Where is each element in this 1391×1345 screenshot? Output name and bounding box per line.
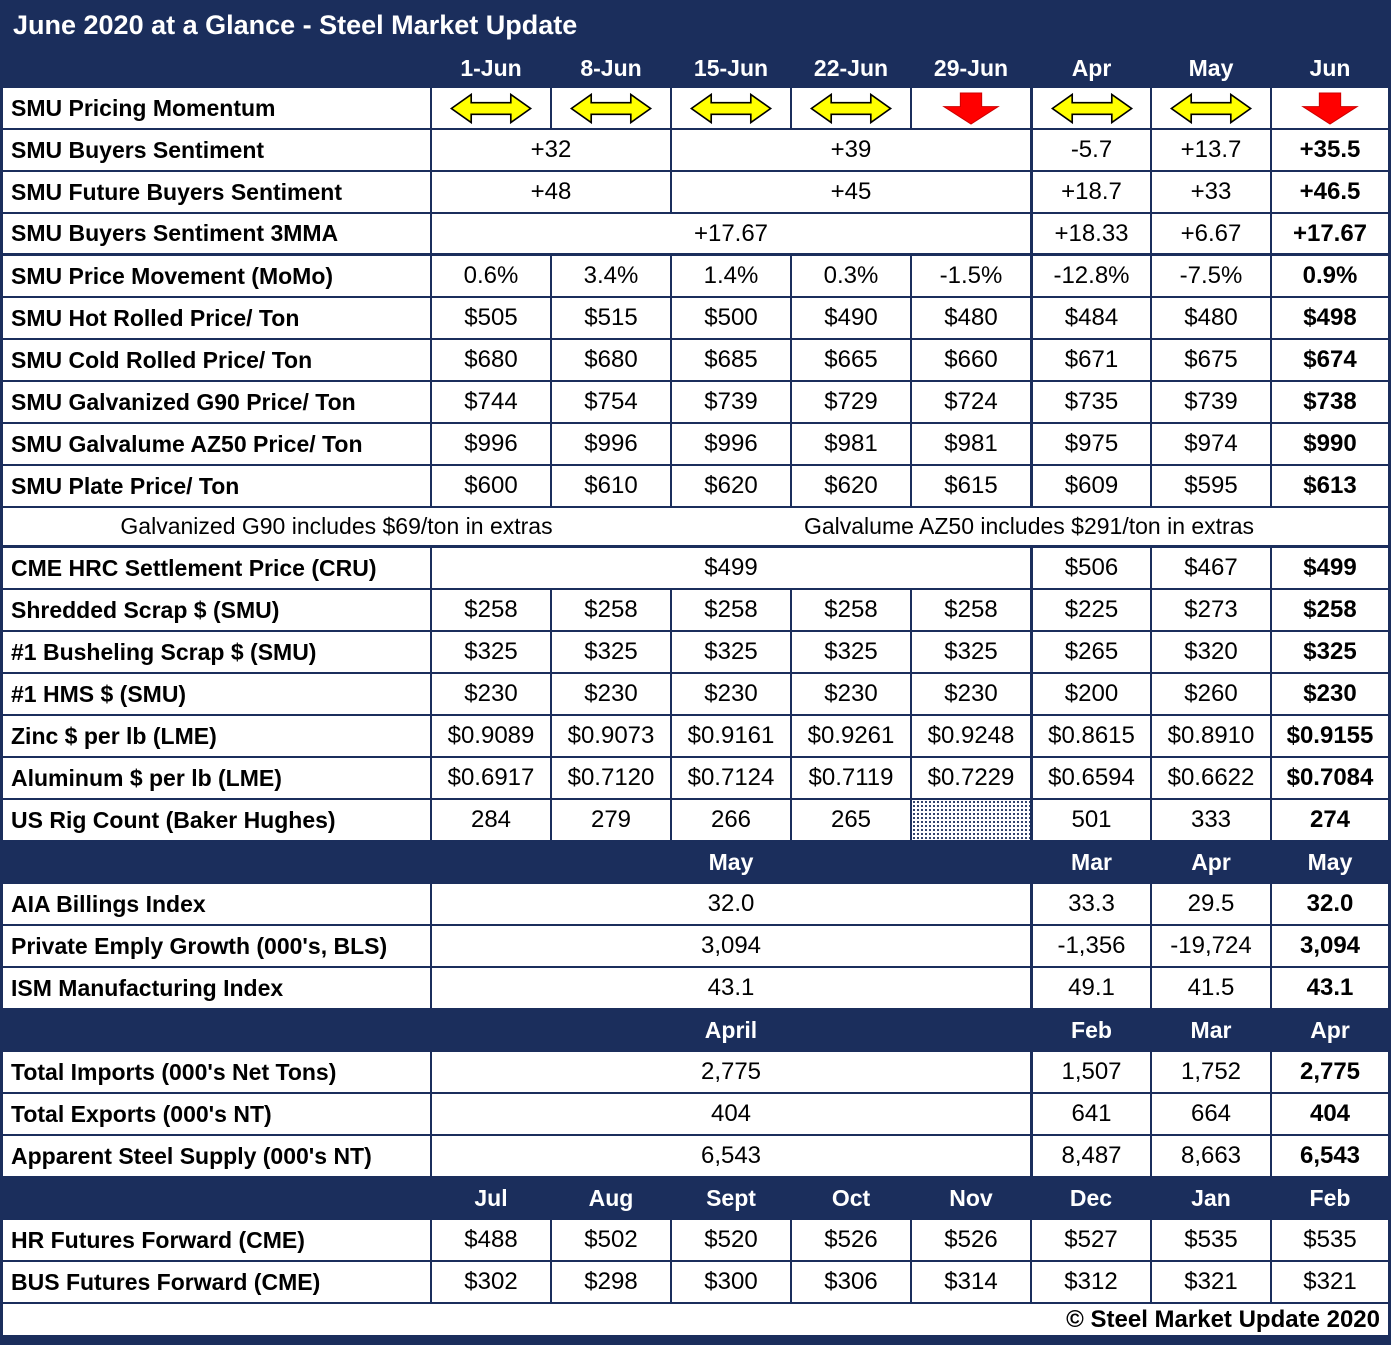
table-cell: +45 xyxy=(670,172,1030,212)
table-cell: $312 xyxy=(1030,1262,1150,1302)
row-label: Zinc $ per lb (LME) xyxy=(11,722,217,749)
section-header-row xyxy=(3,1178,1388,1220)
table-cell: $506 xyxy=(1030,548,1150,588)
column-header: May xyxy=(1188,54,1234,81)
table-cell: $610 xyxy=(550,466,670,506)
table-cell: +17.67 xyxy=(1270,214,1388,253)
momentum-cell xyxy=(790,88,910,128)
table-cell: $0.8910 xyxy=(1150,716,1270,756)
column-header: Feb xyxy=(1270,1178,1388,1218)
column-header: May xyxy=(430,842,1030,882)
left-right-arrow-icon xyxy=(689,92,773,125)
column-header: Jan xyxy=(1150,1178,1270,1218)
row-label: HR Futures Forward (CME) xyxy=(11,1226,305,1253)
section-header-row xyxy=(3,48,1388,88)
column-header: 8-Jun xyxy=(580,54,642,81)
table-row xyxy=(3,674,1388,716)
table-row xyxy=(3,548,1388,590)
row-label xyxy=(3,48,430,88)
table-cell: 0.6% xyxy=(430,256,550,296)
table-cell: 6,543 xyxy=(1270,1136,1388,1176)
table-cell: 32.0 xyxy=(1270,884,1388,924)
table-cell: $314 xyxy=(910,1262,1030,1302)
table-cell: 33.3 xyxy=(1030,884,1150,924)
table-cell: $595 xyxy=(1150,466,1270,506)
momentum-cell xyxy=(1150,88,1270,128)
table-cell: 3,094 xyxy=(1270,926,1388,966)
row-label: SMU Galvanized G90 Price/ Ton xyxy=(11,388,356,415)
table-cell: $515 xyxy=(550,298,670,338)
row-label: Apparent Steel Supply (000's NT) xyxy=(11,1142,372,1169)
table-cell: $615 xyxy=(910,466,1030,506)
left-right-arrow-icon xyxy=(569,92,653,125)
copyright-text: © Steel Market Update 2020 xyxy=(3,1304,1388,1335)
table-body xyxy=(3,48,1388,1304)
momentum-cell xyxy=(430,88,550,128)
table-cell: 6,543 xyxy=(430,1136,1030,1176)
table-cell: $729 xyxy=(790,382,910,422)
table-row xyxy=(3,632,1388,674)
table-row xyxy=(3,1094,1388,1136)
row-label: SMU Pricing Momentum xyxy=(11,94,276,121)
table-cell: $974 xyxy=(1150,424,1270,464)
table-cell: $265 xyxy=(1030,632,1150,672)
table-cell: +32 xyxy=(430,130,670,170)
table-cell: -1,356 xyxy=(1030,926,1150,966)
table-row xyxy=(3,968,1388,1010)
table-cell: $230 xyxy=(910,674,1030,714)
table-row xyxy=(3,1262,1388,1304)
section-header-row xyxy=(3,842,1388,884)
table-row xyxy=(3,884,1388,926)
extras-note: Galvalume AZ50 includes $291/ton in extras xyxy=(803,513,1255,539)
table-cell: $325 xyxy=(1270,632,1388,672)
left-right-arrow-icon xyxy=(449,92,533,125)
column-header: Oct xyxy=(790,1178,910,1218)
table-row xyxy=(3,1220,1388,1262)
table-row xyxy=(3,758,1388,800)
table-cell: 274 xyxy=(1270,800,1388,840)
row-label: SMU Cold Rolled Price/ Ton xyxy=(11,346,313,373)
table-cell: $0.7120 xyxy=(550,758,670,798)
down-arrow-icon xyxy=(1300,92,1360,125)
table-cell: $499 xyxy=(430,548,1030,588)
table-cell: 2,775 xyxy=(1270,1052,1388,1092)
table-cell: $990 xyxy=(1270,424,1388,464)
table-cell: $225 xyxy=(1030,590,1150,630)
table-cell: -19,724 xyxy=(1150,926,1270,966)
table-row xyxy=(3,382,1388,424)
table-cell: +6.67 xyxy=(1150,214,1270,253)
row-label: Total Exports (000's NT) xyxy=(11,1100,272,1127)
table-cell: $200 xyxy=(1030,674,1150,714)
table-cell: $526 xyxy=(790,1220,910,1260)
table-cell: 404 xyxy=(430,1094,1030,1134)
table-cell: 284 xyxy=(430,800,550,840)
row-label: Total Imports (000's Net Tons) xyxy=(11,1058,337,1085)
table-row xyxy=(3,256,1388,298)
row-label: ISM Manufacturing Index xyxy=(11,974,284,1001)
table-cell: 0.3% xyxy=(790,256,910,296)
table-cell: +18.33 xyxy=(1030,214,1150,253)
table-cell: $298 xyxy=(550,1262,670,1302)
table-cell: 2,775 xyxy=(430,1052,1030,1092)
table-cell: $302 xyxy=(430,1262,550,1302)
column-header: Apr xyxy=(1270,1010,1388,1050)
row-label: Aluminum $ per lb (LME) xyxy=(11,764,282,791)
table-cell: 43.1 xyxy=(430,968,1030,1008)
table-cell: $754 xyxy=(550,382,670,422)
table-cell: $675 xyxy=(1150,340,1270,380)
column-header: Dec xyxy=(1030,1178,1150,1218)
row-label: SMU Price Movement (MoMo) xyxy=(11,262,334,289)
table-cell: $526 xyxy=(910,1220,1030,1260)
table-cell: $500 xyxy=(670,298,790,338)
table-cell: $981 xyxy=(910,424,1030,464)
row-label xyxy=(3,842,430,882)
table-cell: $609 xyxy=(1030,466,1150,506)
table-cell: $0.7229 xyxy=(910,758,1030,798)
column-header: May xyxy=(1270,842,1388,882)
table-row xyxy=(3,340,1388,382)
table-cell: $685 xyxy=(670,340,790,380)
table-cell: $230 xyxy=(550,674,670,714)
table-cell: $975 xyxy=(1030,424,1150,464)
table-row xyxy=(3,424,1388,466)
table-cell: -7.5% xyxy=(1150,256,1270,296)
no-data-hatch-cell xyxy=(910,800,1030,840)
bottom-bar xyxy=(3,1335,1388,1343)
table-cell: $325 xyxy=(670,632,790,672)
table-cell: $490 xyxy=(790,298,910,338)
table-cell: $258 xyxy=(670,590,790,630)
table-cell: $230 xyxy=(1270,674,1388,714)
table-cell: $258 xyxy=(910,590,1030,630)
row-label: SMU Hot Rolled Price/ Ton xyxy=(11,304,300,331)
table-row xyxy=(3,298,1388,340)
momentum-cell xyxy=(670,88,790,128)
row-label: Shredded Scrap $ (SMU) xyxy=(11,596,280,623)
table-cell: $735 xyxy=(1030,382,1150,422)
table-cell: -12.8% xyxy=(1030,256,1150,296)
table-cell: $0.9161 xyxy=(670,716,790,756)
table-cell: $499 xyxy=(1270,548,1388,588)
table-cell: $996 xyxy=(670,424,790,464)
table-cell: $620 xyxy=(790,466,910,506)
table-cell: -1.5% xyxy=(910,256,1030,296)
table-cell: 3,094 xyxy=(430,926,1030,966)
table-cell: -5.7 xyxy=(1030,130,1150,170)
table-cell: +35.5 xyxy=(1270,130,1388,170)
section-header-row xyxy=(3,1010,1388,1052)
momentum-cell xyxy=(1030,88,1150,128)
table-cell: 1,752 xyxy=(1150,1052,1270,1092)
table-cell: $671 xyxy=(1030,340,1150,380)
table-cell: $258 xyxy=(790,590,910,630)
table-cell: 8,487 xyxy=(1030,1136,1150,1176)
table-cell: $321 xyxy=(1150,1262,1270,1302)
down-arrow-icon xyxy=(941,92,1001,125)
row-label: #1 Busheling Scrap $ (SMU) xyxy=(11,638,317,665)
table-cell: $258 xyxy=(430,590,550,630)
table-row xyxy=(3,88,1388,130)
table-cell: $0.9089 xyxy=(430,716,550,756)
table-cell: +39 xyxy=(670,130,1030,170)
row-label: SMU Future Buyers Sentiment xyxy=(11,178,342,205)
column-header: Mar xyxy=(1030,842,1150,882)
table-cell: $0.6622 xyxy=(1150,758,1270,798)
table-cell: $230 xyxy=(670,674,790,714)
extras-note: Galvanized G90 includes $69/ton in extras xyxy=(120,513,553,539)
column-header: 22-Jun xyxy=(813,54,889,81)
row-label: CME HRC Settlement Price (CRU) xyxy=(11,554,377,581)
table-cell: $0.9155 xyxy=(1270,716,1388,756)
table-cell: $600 xyxy=(430,466,550,506)
left-right-arrow-icon xyxy=(1169,92,1253,125)
column-header: Feb xyxy=(1030,1010,1150,1050)
page-title: June 2020 at a Glance - Steel Market Update xyxy=(3,3,1388,48)
table-cell: $260 xyxy=(1150,674,1270,714)
table-row xyxy=(3,716,1388,758)
column-header: Mar xyxy=(1150,1010,1270,1050)
table-row xyxy=(3,800,1388,842)
table-cell: $680 xyxy=(430,340,550,380)
table-row xyxy=(3,1052,1388,1094)
table-cell: $498 xyxy=(1270,298,1388,338)
momentum-cell xyxy=(550,88,670,128)
table-cell: +13.7 xyxy=(1150,130,1270,170)
table-cell: $680 xyxy=(550,340,670,380)
table-cell: $325 xyxy=(910,632,1030,672)
table-cell: 29.5 xyxy=(1150,884,1270,924)
table-cell: 32.0 xyxy=(430,884,1030,924)
table-cell: $0.9248 xyxy=(910,716,1030,756)
table-cell: $306 xyxy=(790,1262,910,1302)
row-label: SMU Plate Price/ Ton xyxy=(11,472,240,499)
table-cell: $724 xyxy=(910,382,1030,422)
momentum-cell xyxy=(1270,88,1388,128)
table-cell: $502 xyxy=(550,1220,670,1260)
table-cell: $744 xyxy=(430,382,550,422)
table-cell: +46.5 xyxy=(1270,172,1388,212)
table-cell: $0.9073 xyxy=(550,716,670,756)
table-cell: $739 xyxy=(1150,382,1270,422)
table-cell: $258 xyxy=(1270,590,1388,630)
table-cell: $996 xyxy=(430,424,550,464)
column-header: 1-Jun xyxy=(460,54,522,81)
table-cell: 1.4% xyxy=(670,256,790,296)
table-cell: $325 xyxy=(430,632,550,672)
table-cell: 501 xyxy=(1030,800,1150,840)
row-label: US Rig Count (Baker Hughes) xyxy=(11,806,336,833)
table-cell: $981 xyxy=(790,424,910,464)
table-cell: 8,663 xyxy=(1150,1136,1270,1176)
table-cell: $0.9261 xyxy=(790,716,910,756)
table-cell: $325 xyxy=(550,632,670,672)
table-cell: $674 xyxy=(1270,340,1388,380)
table-cell: 279 xyxy=(550,800,670,840)
table-cell: $620 xyxy=(670,466,790,506)
table-cell: +48 xyxy=(430,172,670,212)
table-cell: $0.7124 xyxy=(670,758,790,798)
column-header: 15-Jun xyxy=(693,54,769,81)
column-header: Apr xyxy=(1150,842,1270,882)
row-label: SMU Buyers Sentiment xyxy=(11,136,265,163)
table-cell: 404 xyxy=(1270,1094,1388,1134)
table-cell: $488 xyxy=(430,1220,550,1260)
note-row xyxy=(3,508,1388,548)
left-right-arrow-icon xyxy=(1050,92,1134,125)
table-cell: 43.1 xyxy=(1270,968,1388,1008)
table-cell: $505 xyxy=(430,298,550,338)
column-header: 29-Jun xyxy=(933,54,1009,81)
left-right-arrow-icon xyxy=(809,92,893,125)
row-label xyxy=(3,1178,430,1218)
table-cell: $535 xyxy=(1270,1220,1388,1260)
table-cell: $613 xyxy=(1270,466,1388,506)
table-row xyxy=(3,1136,1388,1178)
table-cell: 333 xyxy=(1150,800,1270,840)
table-cell: 0.9% xyxy=(1270,256,1388,296)
table-row xyxy=(3,590,1388,632)
column-header: Jun xyxy=(1309,54,1351,81)
table-cell: +17.67 xyxy=(430,214,1030,253)
row-label: SMU Galvalume AZ50 Price/ Ton xyxy=(11,430,363,457)
table-cell: $230 xyxy=(790,674,910,714)
row-label: SMU Buyers Sentiment 3MMA xyxy=(11,220,339,246)
column-header: Jul xyxy=(430,1178,550,1218)
table-cell: $300 xyxy=(670,1262,790,1302)
row-label: AIA Billings Index xyxy=(11,890,206,917)
table-cell: 664 xyxy=(1150,1094,1270,1134)
table-cell: $325 xyxy=(790,632,910,672)
table-cell: $0.6594 xyxy=(1030,758,1150,798)
table-row xyxy=(3,926,1388,968)
row-label: Private Emply Growth (000's, BLS) xyxy=(11,932,388,959)
table-cell: $467 xyxy=(1150,548,1270,588)
table-cell: $321 xyxy=(1270,1262,1388,1302)
table-cell: $484 xyxy=(1030,298,1150,338)
table-cell: 641 xyxy=(1030,1094,1150,1134)
table-cell: $0.7119 xyxy=(790,758,910,798)
table-cell: 1,507 xyxy=(1030,1052,1150,1092)
table-cell: 41.5 xyxy=(1150,968,1270,1008)
table-cell: $0.8615 xyxy=(1030,716,1150,756)
table-cell: $665 xyxy=(790,340,910,380)
table-cell: $996 xyxy=(550,424,670,464)
table-cell: $535 xyxy=(1150,1220,1270,1260)
table-cell: $660 xyxy=(910,340,1030,380)
table-row xyxy=(3,172,1388,214)
table-row xyxy=(3,466,1388,508)
table-cell: $739 xyxy=(670,382,790,422)
column-header: April xyxy=(430,1010,1030,1050)
table-cell: $738 xyxy=(1270,382,1388,422)
momentum-cell xyxy=(910,88,1030,128)
table-cell: +33 xyxy=(1150,172,1270,212)
table-cell: $258 xyxy=(550,590,670,630)
table-cell: $273 xyxy=(1150,590,1270,630)
column-header: Nov xyxy=(910,1178,1030,1218)
row-label: #1 HMS $ (SMU) xyxy=(11,680,187,707)
table-cell: $480 xyxy=(1150,298,1270,338)
table-cell: 49.1 xyxy=(1030,968,1150,1008)
table-cell: $480 xyxy=(910,298,1030,338)
column-header: Apr xyxy=(1071,54,1112,81)
table-cell: $0.6917 xyxy=(430,758,550,798)
table-cell: $527 xyxy=(1030,1220,1150,1260)
row-label xyxy=(3,1010,430,1050)
table-cell: 3.4% xyxy=(550,256,670,296)
row-label: BUS Futures Forward (CME) xyxy=(11,1268,321,1295)
column-header: Sept xyxy=(670,1178,790,1218)
table-cell: $230 xyxy=(430,674,550,714)
table-cell: 265 xyxy=(790,800,910,840)
table-cell: $520 xyxy=(670,1220,790,1260)
table-cell: +18.7 xyxy=(1030,172,1150,212)
table-row xyxy=(3,214,1388,256)
table-cell: $320 xyxy=(1150,632,1270,672)
column-header: Aug xyxy=(550,1178,670,1218)
table-cell: $0.7084 xyxy=(1270,758,1388,798)
table-cell: 266 xyxy=(670,800,790,840)
table-row xyxy=(3,130,1388,172)
